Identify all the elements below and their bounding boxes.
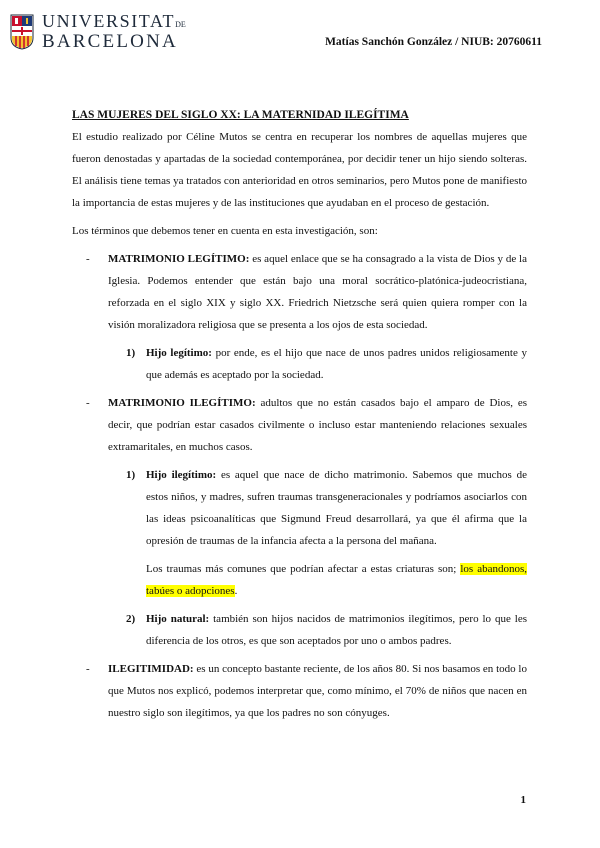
sub-term-label: Hijo legítimo: — [146, 347, 212, 359]
list-item — [72, 248, 527, 386]
university-logo — [10, 12, 186, 51]
sub-list — [108, 464, 527, 652]
number-marker: 1) — [126, 469, 136, 481]
university-crest-icon — [10, 14, 34, 50]
sub-list-item — [126, 342, 527, 386]
list-item — [72, 658, 527, 724]
dash-bullet: - — [86, 397, 90, 409]
term-label: ILEGITIMIDAD: — [108, 663, 194, 675]
highlighted-text: los abandonos, tabúes o adopciones — [146, 563, 527, 597]
logo-de: DE — [175, 20, 186, 29]
logo-line-1: UNIVERSITATDE — [42, 11, 186, 31]
sub-term-label: Hijo natural: — [146, 613, 210, 625]
sub-list-item — [126, 608, 527, 652]
dash-bullet: - — [86, 253, 90, 265]
sub-term-text: también son hijos nacidos de matrimonios ilegítimos, pero lo que les diferencia de los otros, es que son aceptados por uno o ambos padres. — [146, 613, 527, 647]
sub-term-text: por ende, es el hijo que nace de unos padres unidos religiosamente y que además es aceptado por la sociedad. — [146, 347, 527, 381]
sub-list-item — [126, 464, 527, 602]
sub-term-text: es aquel que nace de dicho matrimonio. Sabemos que muchos de estos niños, y madres, sufren traumas transgeneracionales y podríamos asociarlos con las ideas psicoanalíticas que Sigmund Freud desarrollará, ya que él afirma que la opresión de traumas de la infancia afecta a la persona del mañana. — [146, 469, 527, 547]
number-marker: 1) — [126, 347, 136, 359]
term-text: adultos que no están casados bajo el amparo de Dios, es decir, que podrían estar casados civilmente o incluso estar manteniendo relaciones sexuales extramaritales, en muchos casos. — [108, 397, 527, 453]
term-label: MATRIMONIO ILEGÍTIMO: — [108, 397, 256, 409]
author-header: Matías Sanchón González / NIUB: 20760611 — [325, 36, 542, 48]
page-number: 1 — [520, 794, 526, 806]
intro-paragraph: El estudio realizado por Céline Mutos se centra en recuperar los nombres de aquellas mujeres que fueron denostadas y apartadas de la sociedad contemporánea, por decidir tener un hijo siendo solteras. El análisis tiene temas ya tratados con anterioridad en otros seminarios, pero Mutos pone de manifiesto la importancia de estas mujeres y de las instituciones que ayudaban en el proceso de gestación. — [72, 131, 527, 209]
list-item — [72, 392, 527, 652]
logo-line-2: BARCELONA — [42, 31, 178, 52]
sub-term-label: Hijo ilegítimo: — [146, 469, 217, 481]
dash-bullet: - — [86, 663, 90, 675]
trauma-paragraph: Los traumas más comunes que podrían afectar a estas criaturas son; los abandonos, tabúes o adopciones. — [146, 563, 527, 597]
term-label: MATRIMONIO LEGÍTIMO: — [108, 253, 250, 265]
number-marker: 2) — [126, 613, 136, 625]
document-title: LAS MUJERES DEL SIGLO XX: LA MATERNIDAD ILEGÍTIMA — [72, 109, 409, 121]
sub-list — [108, 342, 527, 386]
term-text: es aquel enlace que se ha consagrado a la vista de Dios y de la Iglesia. Podemos entender que están bajo una moral socrático-platónica-judeocristiana, reforzada en el siglo XIX y siglo XX. Friedrich Nietzsche será quien quiera romper con la visión moralizadora religiosa que se presenta a los ojos de esta sociedad. — [108, 253, 527, 331]
terms-intro: Los términos que debemos tener en cuenta en esta investigación, son: — [72, 225, 378, 237]
document-body — [72, 104, 527, 724]
terms-list — [72, 248, 527, 724]
term-text: es un concepto bastante reciente, de los años 80. Si nos basamos en todo lo que Mutos nos explicó, podemos interpretar que, como mínimo, el 70% de niños que nacen en nuestro siglo son ilegítimos, ya que los padres no son cónyuges. — [108, 663, 527, 719]
